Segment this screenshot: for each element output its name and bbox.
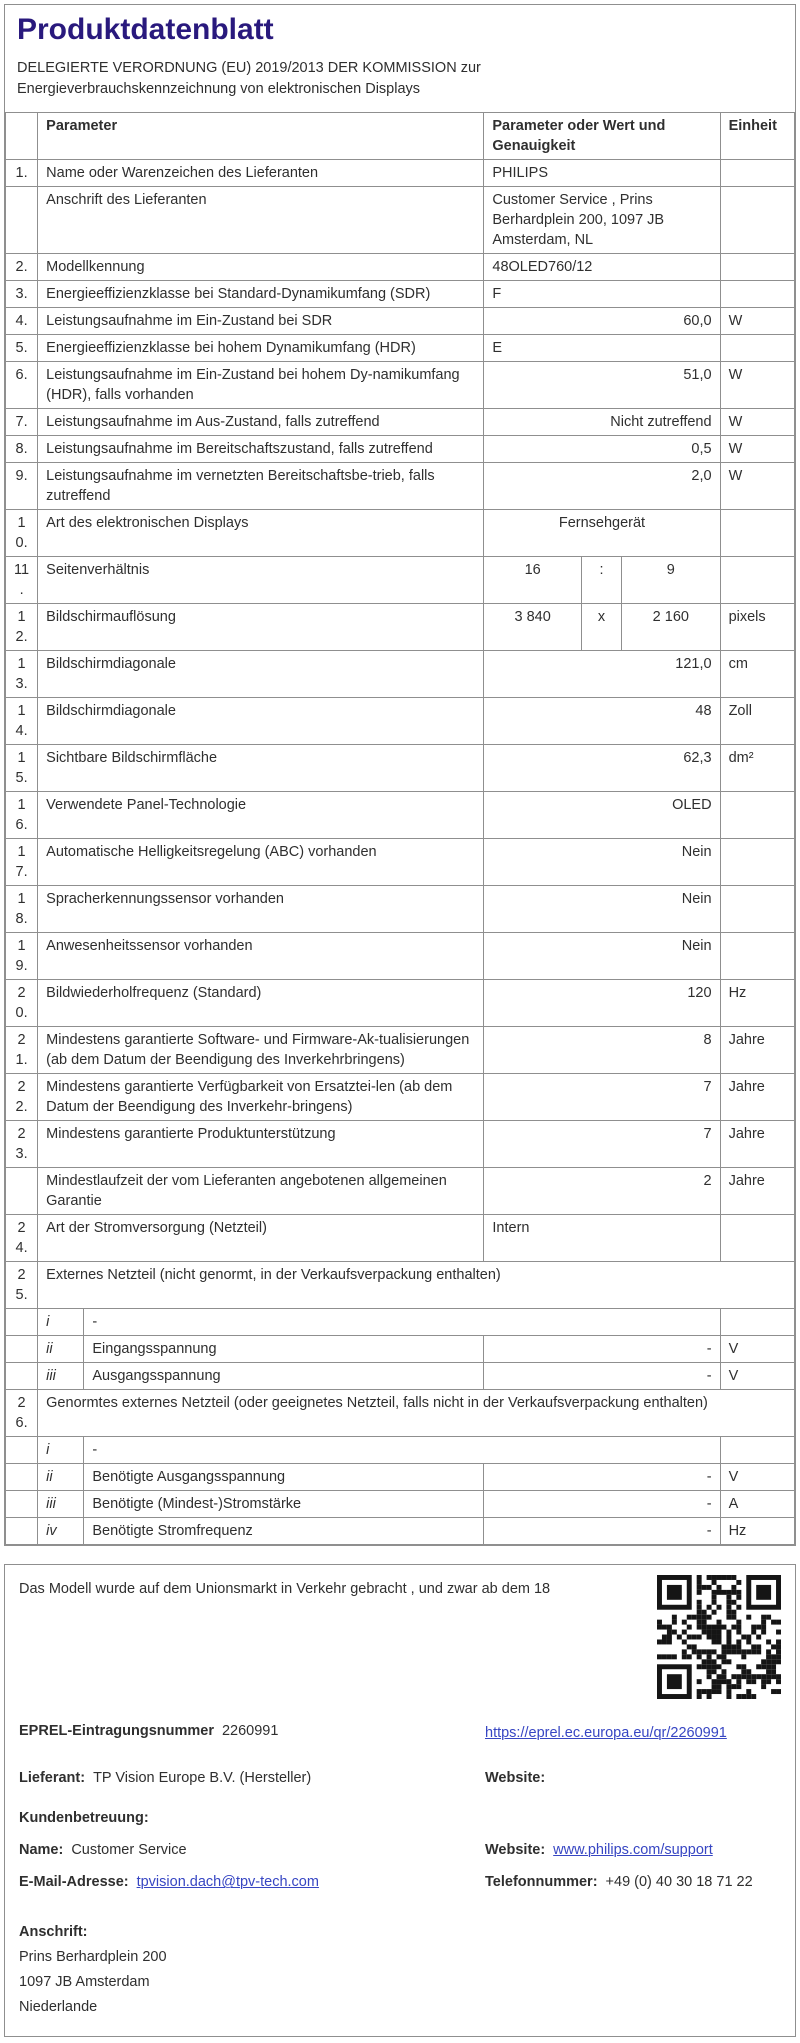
param-value: 60,0	[484, 307, 720, 334]
phone-label: Telefonnummer:	[485, 1874, 598, 1891]
product-datasheet-page	[4, 4, 796, 2037]
param-unit	[720, 885, 794, 932]
row-number	[6, 1436, 38, 1463]
supplier-label: Lieferant:	[19, 1770, 86, 1787]
param-label: Benötigte Stromfrequenz	[84, 1517, 484, 1544]
param-unit: V	[720, 1463, 794, 1490]
param-unit: W	[720, 435, 794, 462]
eprel-row	[19, 1705, 781, 1745]
param-value: Nicht zutreffend	[484, 408, 720, 435]
row-number: 10.	[6, 509, 38, 556]
param-value: 7	[484, 1073, 720, 1120]
table-row	[6, 791, 795, 838]
param-unit	[720, 1308, 794, 1335]
sub-number: ii	[38, 1335, 84, 1362]
table-row	[6, 744, 795, 791]
header-value: Parameter oder Wert und Genauigkeit	[484, 112, 720, 159]
param-unit	[720, 509, 794, 556]
param-value: 62,3	[484, 744, 720, 791]
param-unit: Jahre	[720, 1167, 794, 1214]
address-line: Niederlande	[19, 1999, 98, 2016]
param-label: Leistungsaufnahme im Aus-Zustand, falls zutreffend	[38, 408, 484, 435]
param-value: 48OLED760/12	[484, 253, 720, 280]
param-label: Mindestens garantierte Produktunterstützung	[38, 1120, 484, 1167]
email-label: E-Mail-Adresse:	[19, 1874, 129, 1891]
param-label: Mindestens garantierte Verfügbarkeit von Ersatztei-len (ab dem Datum der Beendigung des Inverkehr-bringens)	[38, 1073, 484, 1120]
sub-number: i	[38, 1308, 84, 1335]
row-number	[6, 1308, 38, 1335]
row-number	[6, 1517, 38, 1544]
param-unit	[720, 791, 794, 838]
param-label: Art des elektronischen Displays	[38, 509, 484, 556]
param-label: Benötigte Ausgangsspannung	[84, 1463, 484, 1490]
param-value: -	[484, 1362, 720, 1389]
table-row	[6, 408, 795, 435]
row-number: 22.	[6, 1073, 38, 1120]
param-value: F	[484, 280, 720, 307]
page-subtitle: DELEGIERTE VERORDNUNG (EU) 2019/2013 DER KOMMISSION zur Energieverbrauchskennzeichnung von elektronischen Displays	[17, 59, 481, 97]
row-number: 13.	[6, 650, 38, 697]
param-label: Sichtbare Bildschirmfläche	[38, 744, 484, 791]
param-unit	[720, 1214, 794, 1261]
param-label: Bildschirmdiagonale	[38, 697, 484, 744]
param-label: Modellkennung	[38, 253, 484, 280]
table-row	[6, 838, 795, 885]
row-number: 8.	[6, 435, 38, 462]
customer-care-heading: Kundenbetreuung:	[19, 1810, 149, 1827]
name-value: Customer Service	[71, 1842, 187, 1859]
param-unit	[720, 334, 794, 361]
name-row	[19, 1842, 781, 1858]
param-value: 2	[484, 1167, 720, 1214]
param-value-a: 16	[484, 556, 581, 603]
header-parameter: Parameter	[38, 112, 484, 159]
param-unit	[720, 253, 794, 280]
param-value: Customer Service , Prins Berhardplein 200, 1097 JB Amsterdam, NL	[484, 186, 720, 253]
param-label: Bildwiederholfrequenz (Standard)	[38, 979, 484, 1026]
table-row	[6, 1167, 795, 1214]
param-label: Bildschirmdiagonale	[38, 650, 484, 697]
param-unit: Jahre	[720, 1120, 794, 1167]
row-number: 6.	[6, 361, 38, 408]
table-row	[6, 1026, 795, 1073]
address-block	[19, 1920, 781, 2020]
header-num	[6, 112, 38, 159]
param-unit: W	[720, 307, 794, 334]
param-label: Leistungsaufnahme im Ein-Zustand bei SDR	[38, 307, 484, 334]
address-line: Prins Berhardplein 200	[19, 1949, 167, 1966]
param-label: -	[84, 1436, 720, 1463]
param-unit: V	[720, 1362, 794, 1389]
param-label: Bildschirmauflösung	[38, 603, 484, 650]
param-unit	[720, 159, 794, 186]
param-value: 2,0	[484, 462, 720, 509]
param-value: 51,0	[484, 361, 720, 408]
website-label: Website:	[485, 1770, 546, 1787]
param-unit	[720, 932, 794, 979]
eprel-link[interactable]: https://eprel.ec.europa.eu/qr/2260991	[485, 1724, 727, 1741]
row-number: 17.	[6, 838, 38, 885]
row-number: 23.	[6, 1120, 38, 1167]
param-label: Energieeffizienzklasse bei hohem Dynamikumfang (HDR)	[38, 334, 484, 361]
param-label: Mindestlaufzeit der vom Lieferanten angebotenen allgemeinen Garantie	[38, 1167, 484, 1214]
param-value: Fernsehgerät	[484, 509, 720, 556]
table-row	[6, 509, 795, 556]
title-area	[5, 5, 795, 112]
param-value: PHILIPS	[484, 159, 720, 186]
section-row	[6, 1261, 795, 1308]
param-unit: Jahre	[720, 1026, 794, 1073]
param-value: 7	[484, 1120, 720, 1167]
param-unit: pixels	[720, 603, 794, 650]
row-number: 20.	[6, 979, 38, 1026]
email-link[interactable]: tpvision.dach@tpv-tech.com	[136, 1874, 319, 1891]
sub-number: i	[38, 1436, 84, 1463]
param-unit	[720, 280, 794, 307]
param-unit: cm	[720, 650, 794, 697]
table-row	[6, 159, 795, 186]
row-number: 21.	[6, 1026, 38, 1073]
row-number: 4.	[6, 307, 38, 334]
table-row	[6, 885, 795, 932]
param-label: Anwesenheitssensor vorhanden	[38, 932, 484, 979]
table-row	[6, 603, 795, 650]
param-label: Leistungsaufnahme im Bereitschaftszustand, falls zutreffend	[38, 435, 484, 462]
row-number: 26.	[6, 1389, 38, 1436]
param-unit: W	[720, 462, 794, 509]
row-number: 2.	[6, 253, 38, 280]
param-unit	[720, 556, 794, 603]
param-value-b: 9	[622, 556, 721, 603]
row-number: 7.	[6, 408, 38, 435]
table-row	[6, 307, 795, 334]
param-value: E	[484, 334, 720, 361]
table-row	[6, 650, 795, 697]
param-unit: V	[720, 1335, 794, 1362]
row-number	[6, 1490, 38, 1517]
name-label: Name:	[19, 1842, 64, 1859]
param-label: Anschrift des Lieferanten	[38, 186, 484, 253]
table-row	[6, 979, 795, 1026]
param-value-sep: :	[581, 556, 621, 603]
param-value: -	[484, 1490, 720, 1517]
section-label: Genormtes externes Netzteil (oder geeignetes Netzteil, falls nicht in der Verkaufsverpackung enthalten)	[38, 1389, 795, 1436]
table-row	[6, 1120, 795, 1167]
page-title: Produktdatenblatt	[17, 13, 274, 46]
param-value: 48	[484, 697, 720, 744]
row-number	[6, 1463, 38, 1490]
datasheet-box	[4, 4, 796, 1546]
param-unit: dm²	[720, 744, 794, 791]
param-value: Nein	[484, 838, 720, 885]
param-unit: W	[720, 408, 794, 435]
param-value: Nein	[484, 932, 720, 979]
supplier-row	[19, 1770, 781, 1786]
phone-block	[485, 1874, 753, 1890]
section-label: Externes Netzteil (nicht genormt, in der Verkaufsverpackung enthalten)	[38, 1261, 795, 1308]
sub-row	[6, 1362, 795, 1389]
table-row	[6, 253, 795, 280]
param-value: Nein	[484, 885, 720, 932]
table-header-row	[6, 112, 795, 159]
sub-number: iv	[38, 1517, 84, 1544]
param-unit: Jahre	[720, 1073, 794, 1120]
table-row	[6, 556, 795, 603]
table-row	[6, 1073, 795, 1120]
param-unit: Hz	[720, 979, 794, 1026]
sub-row	[6, 1490, 795, 1517]
row-number: 24.	[6, 1214, 38, 1261]
table-row	[6, 1214, 795, 1261]
table-row	[6, 435, 795, 462]
eprel-label: EPREL-Eintragungsnummer	[19, 1722, 214, 1739]
address-line: 1097 JB Amsterdam	[19, 1974, 150, 1991]
param-unit: Hz	[720, 1517, 794, 1544]
table-row	[6, 932, 795, 979]
param-label: Leistungsaufnahme im vernetzten Bereitschaftsbe-trieb, falls zutreffend	[38, 462, 484, 509]
row-number	[6, 1335, 38, 1362]
param-unit: Zoll	[720, 697, 794, 744]
sub-row	[6, 1436, 795, 1463]
param-label: Automatische Helligkeitsregelung (ABC) vorhanden	[38, 838, 484, 885]
param-value-b: 2 160	[622, 603, 721, 650]
row-number: 25.	[6, 1261, 38, 1308]
qr-code	[657, 1575, 781, 1699]
sub-row	[6, 1463, 795, 1490]
sub-number: ii	[38, 1463, 84, 1490]
param-value: -	[484, 1517, 720, 1544]
param-label: Verwendete Panel-Technologie	[38, 791, 484, 838]
param-label: Art der Stromversorgung (Netzteil)	[38, 1214, 484, 1261]
spec-table	[5, 112, 795, 1545]
sub-row	[6, 1517, 795, 1544]
param-value: 120	[484, 979, 720, 1026]
param-label: -	[84, 1308, 720, 1335]
sub-row	[6, 1308, 795, 1335]
email-row	[19, 1874, 781, 1890]
param-label: Leistungsaufnahme im Ein-Zustand bei hohem Dy-namikumfang (HDR), falls vorhanden	[38, 361, 484, 408]
row-number	[6, 1167, 38, 1214]
param-value: OLED	[484, 791, 720, 838]
param-label: Name oder Warenzeichen des Lieferanten	[38, 159, 484, 186]
supplier-name: TP Vision Europe B.V. (Hersteller)	[93, 1770, 312, 1787]
param-unit	[720, 838, 794, 885]
param-unit	[720, 186, 794, 253]
row-number: 14.	[6, 697, 38, 744]
param-label: Mindestens garantierte Software- und Firmware-Ak-tualisierungen (ab dem Datum der Beendigung des Inverkehrbringens)	[38, 1026, 484, 1073]
param-value: -	[484, 1463, 720, 1490]
param-value: 0,5	[484, 435, 720, 462]
table-row	[6, 334, 795, 361]
phone-number: +49 (0) 40 30 18 71 22	[605, 1874, 753, 1891]
row-number: 19.	[6, 932, 38, 979]
param-value: 8	[484, 1026, 720, 1073]
row-number	[6, 1362, 38, 1389]
sub-number: iii	[38, 1490, 84, 1517]
sub-row	[6, 1335, 795, 1362]
row-number: 3.	[6, 280, 38, 307]
row-number: 5.	[6, 334, 38, 361]
row-number: 12.	[6, 603, 38, 650]
param-label: Spracherkennungssensor vorhanden	[38, 885, 484, 932]
param-value-sep: x	[581, 603, 621, 650]
param-value: Intern	[484, 1214, 720, 1261]
row-number: 11.	[6, 556, 38, 603]
param-label: Eingangsspannung	[84, 1335, 484, 1362]
param-unit	[720, 1436, 794, 1463]
param-label: Ausgangsspannung	[84, 1362, 484, 1389]
section-row	[6, 1389, 795, 1436]
row-number: 16.	[6, 791, 38, 838]
row-number: 15.	[6, 744, 38, 791]
eprel-number: 2260991	[221, 1722, 279, 1739]
sub-number: iii	[38, 1362, 84, 1389]
param-value: 121,0	[484, 650, 720, 697]
param-label: Seitenverhältnis	[38, 556, 484, 603]
website-label: Website:	[485, 1842, 546, 1859]
row-number: 9.	[6, 462, 38, 509]
table-row	[6, 697, 795, 744]
market-intro-text: Das Modell wurde auf dem Unionsmarkt in Verkehr gebracht , und zwar ab dem 18	[19, 1580, 551, 1597]
row-number: 1.	[6, 159, 38, 186]
header-unit: Einheit	[720, 112, 794, 159]
param-unit: W	[720, 361, 794, 408]
table-row	[6, 462, 795, 509]
footer-box	[4, 1564, 796, 2038]
param-value-a: 3 840	[484, 603, 581, 650]
row-number	[6, 186, 38, 253]
address-label: Anschrift:	[19, 1924, 88, 1941]
param-unit: A	[720, 1490, 794, 1517]
table-row	[6, 186, 795, 253]
param-label: Benötigte (Mindest-)Stromstärke	[84, 1490, 484, 1517]
param-label: Energieeffizienzklasse bei Standard-Dynamikumfang (SDR)	[38, 280, 484, 307]
table-row	[6, 361, 795, 408]
row-number: 18.	[6, 885, 38, 932]
support-website-link[interactable]: www.philips.com/support	[553, 1842, 713, 1859]
param-value: -	[484, 1335, 720, 1362]
table-row	[6, 280, 795, 307]
